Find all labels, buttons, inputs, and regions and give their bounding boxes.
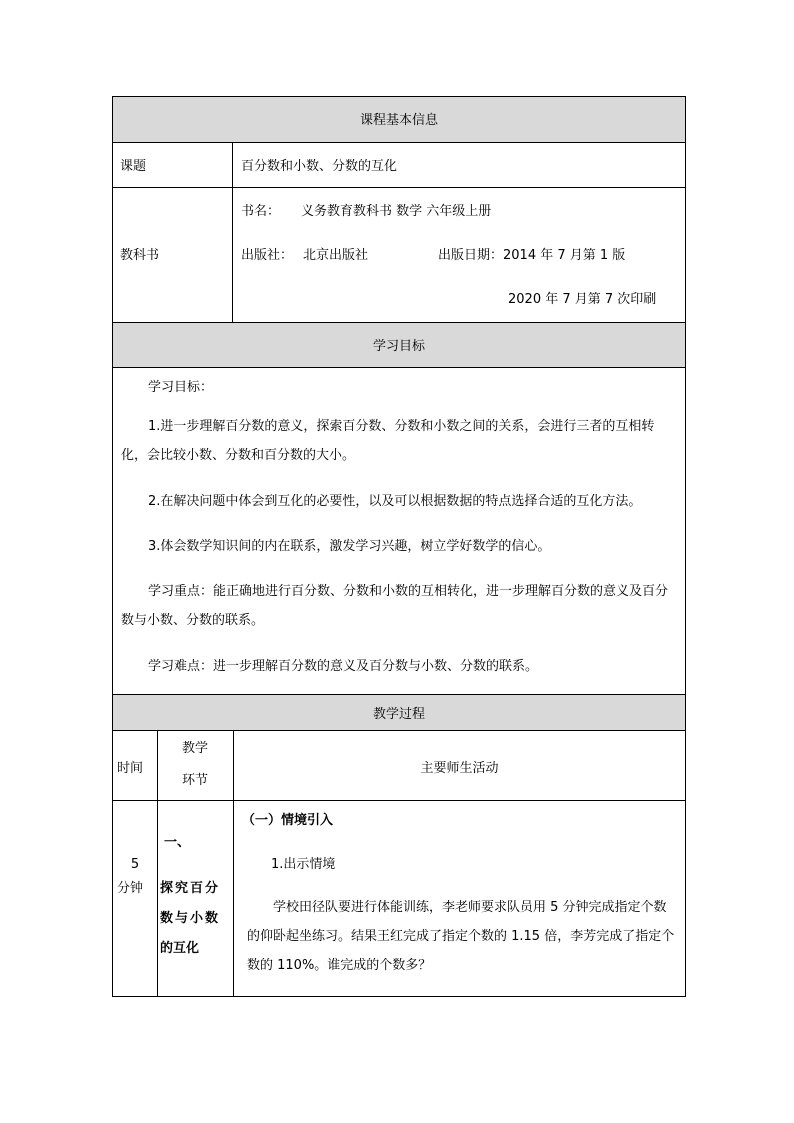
textbook-label: 教科书 <box>120 248 160 263</box>
lesson-plan-table <box>112 96 686 997</box>
objective-item-3: 3.体会数学知识间的内在联系，激发学习兴趣，树立学好数学的信心。 <box>148 539 551 554</box>
textbook-label-cell <box>113 188 233 322</box>
stage-line-2: 探究百分 <box>160 881 221 896</box>
time-cell <box>113 801 158 996</box>
process-content-row <box>113 800 685 996</box>
textbook-row <box>113 187 685 322</box>
process-header-row <box>113 694 685 730</box>
stage-number: 一、 <box>164 835 191 850</box>
stage-line-4: 的互化 <box>160 941 200 956</box>
topic-value: 百分数和小数、分数的互化 <box>241 159 398 174</box>
key-points: 学习重点：能正确地进行百分数、分数和小数的互相转化，进一步理解百分数的意义及百分数与小数、分数的联系。 <box>121 584 669 628</box>
objective-item-1: 1.进一步理解百分数的意义，探索百分数、分数和小数之间的关系，会进行三者的互相转化，会比较小数、分数和百分数的大小。 <box>121 419 655 463</box>
topic-label-cell <box>113 143 233 187</box>
objectives-content-row <box>113 367 685 694</box>
publisher-value: 北京出版社 <box>303 248 369 263</box>
publisher-label: 出版社： <box>241 248 294 263</box>
stage-line-3: 数与小数 <box>160 911 221 926</box>
activity-header: 主要师生活动 <box>420 761 499 776</box>
stage-header-line2: 环节 <box>182 773 209 788</box>
objective-item-2: 2.在解决问题中体会到互化的必要性，以及可以根据数据的特点选择合适的互化方法。 <box>148 494 642 509</box>
print-date: 2020 年 7 月第 7 次印刷 <box>508 292 657 307</box>
process-header: 教学过程 <box>372 707 425 722</box>
stage-header-line1: 教学 <box>182 741 209 756</box>
course-info-header-row <box>113 97 685 142</box>
scenario-text: 学校田径队要进行体能训练，李老师要求队员用 5 分钟完成指定个数的仰卧起坐练习。结果王红完成了指定个数的 1.15 倍，李芳完成了指定个数的 110%。谁完成的个数多？ <box>247 900 675 973</box>
stage-cell <box>158 801 234 996</box>
process-columns-row <box>113 730 685 800</box>
time-number: 5 <box>130 857 140 872</box>
difficulties: 学习难点：进一步理解百分数的意义及百分数与小数、分数的联系。 <box>148 659 539 674</box>
time-header-cell <box>113 731 158 800</box>
course-info-header: 课程基本信息 <box>359 113 438 128</box>
book-name-label: 书名： <box>241 204 281 219</box>
stage-header-cell <box>158 731 234 800</box>
time-header: 时间 <box>117 761 144 776</box>
sub-title: 1.出示情境 <box>271 857 336 872</box>
topic-label: 课题 <box>120 159 147 174</box>
objectives-header: 学习目标 <box>372 339 425 354</box>
section-title: （一）情境引入 <box>242 813 334 828</box>
pub-date: 出版日期：2014 年 7 月第 1 版 <box>438 248 626 263</box>
time-unit: 分钟 <box>117 881 144 896</box>
objectives-header-row <box>113 322 685 367</box>
topic-row <box>113 142 685 187</box>
book-name-value: 义务教育教科书 数学 六年级上册 <box>301 204 492 219</box>
objectives-intro: 学习目标： <box>148 380 214 395</box>
